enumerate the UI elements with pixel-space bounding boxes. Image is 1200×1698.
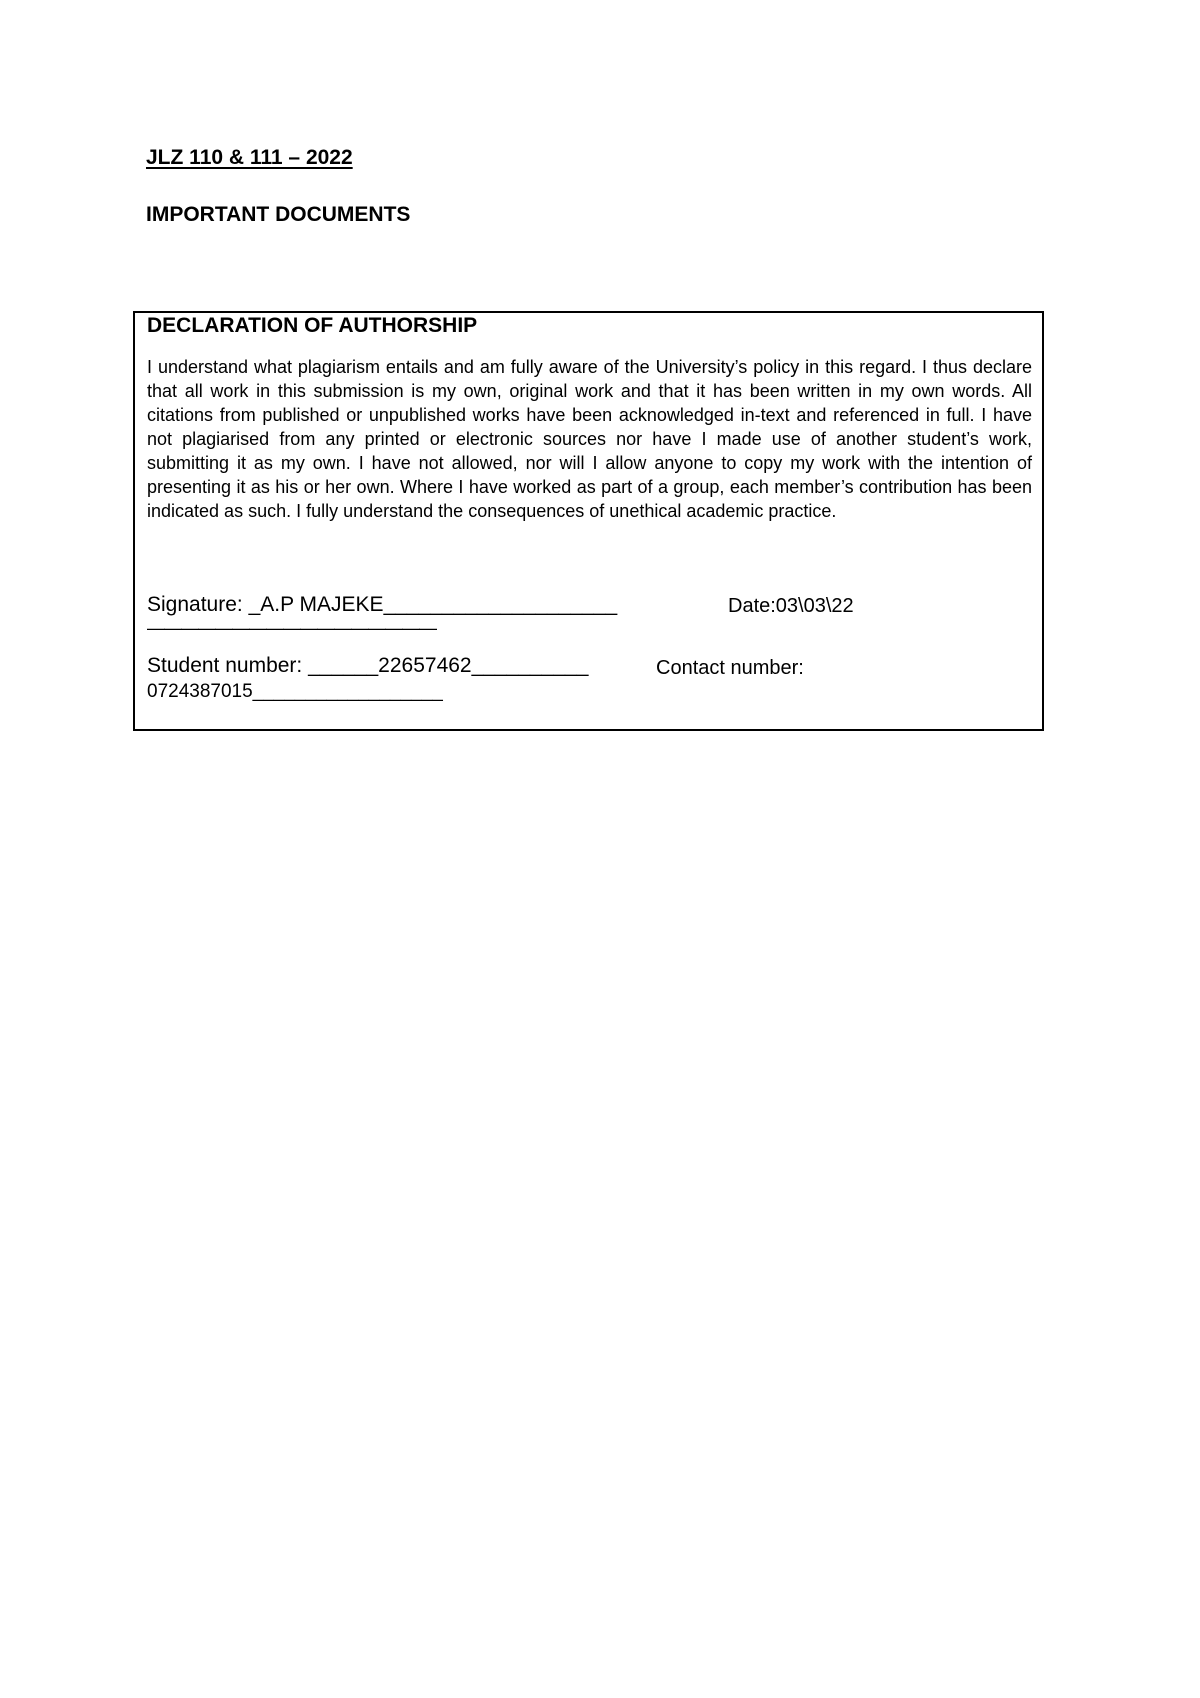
course-code-title: JLZ 110 & 111 – 2022 (146, 146, 353, 169)
declaration-body: I understand what plagiarism entails and am fully aware of the University’s policy in this regard. I thus declare that all work in this submission is my own, original work and that it has been written in my own words. All citations from published or unpublished works have been acknowledged in-text and referenced in full. I have not plagiarised from any printed or electronic sources nor have I made use of another student’s work, submitting it as my own. I have not allowed, nor will I allow anyone to copy my work with the intention of presenting it as his or her own. Where I have worked as part of a group, each member’s contribution has been indicated as such. I fully understand the consequences of unethical academic practice. (147, 357, 1032, 521)
student-number-line: Student number: ______22657462__________ (147, 654, 589, 677)
contact-number-value: 0724387015__________________ (147, 681, 443, 702)
important-documents-heading: IMPORTANT DOCUMENTS (146, 203, 411, 226)
contact-number-label: Contact number: (656, 657, 804, 679)
declaration-title: DECLARATION OF AUTHORSHIP (147, 314, 478, 337)
date-field: Date:03\03\22 (728, 595, 854, 617)
signature-line: Signature: _A.P MAJEKE____________________ (147, 593, 618, 616)
dash-line: ————————————————— (147, 618, 436, 638)
declaration-box (133, 311, 1044, 731)
